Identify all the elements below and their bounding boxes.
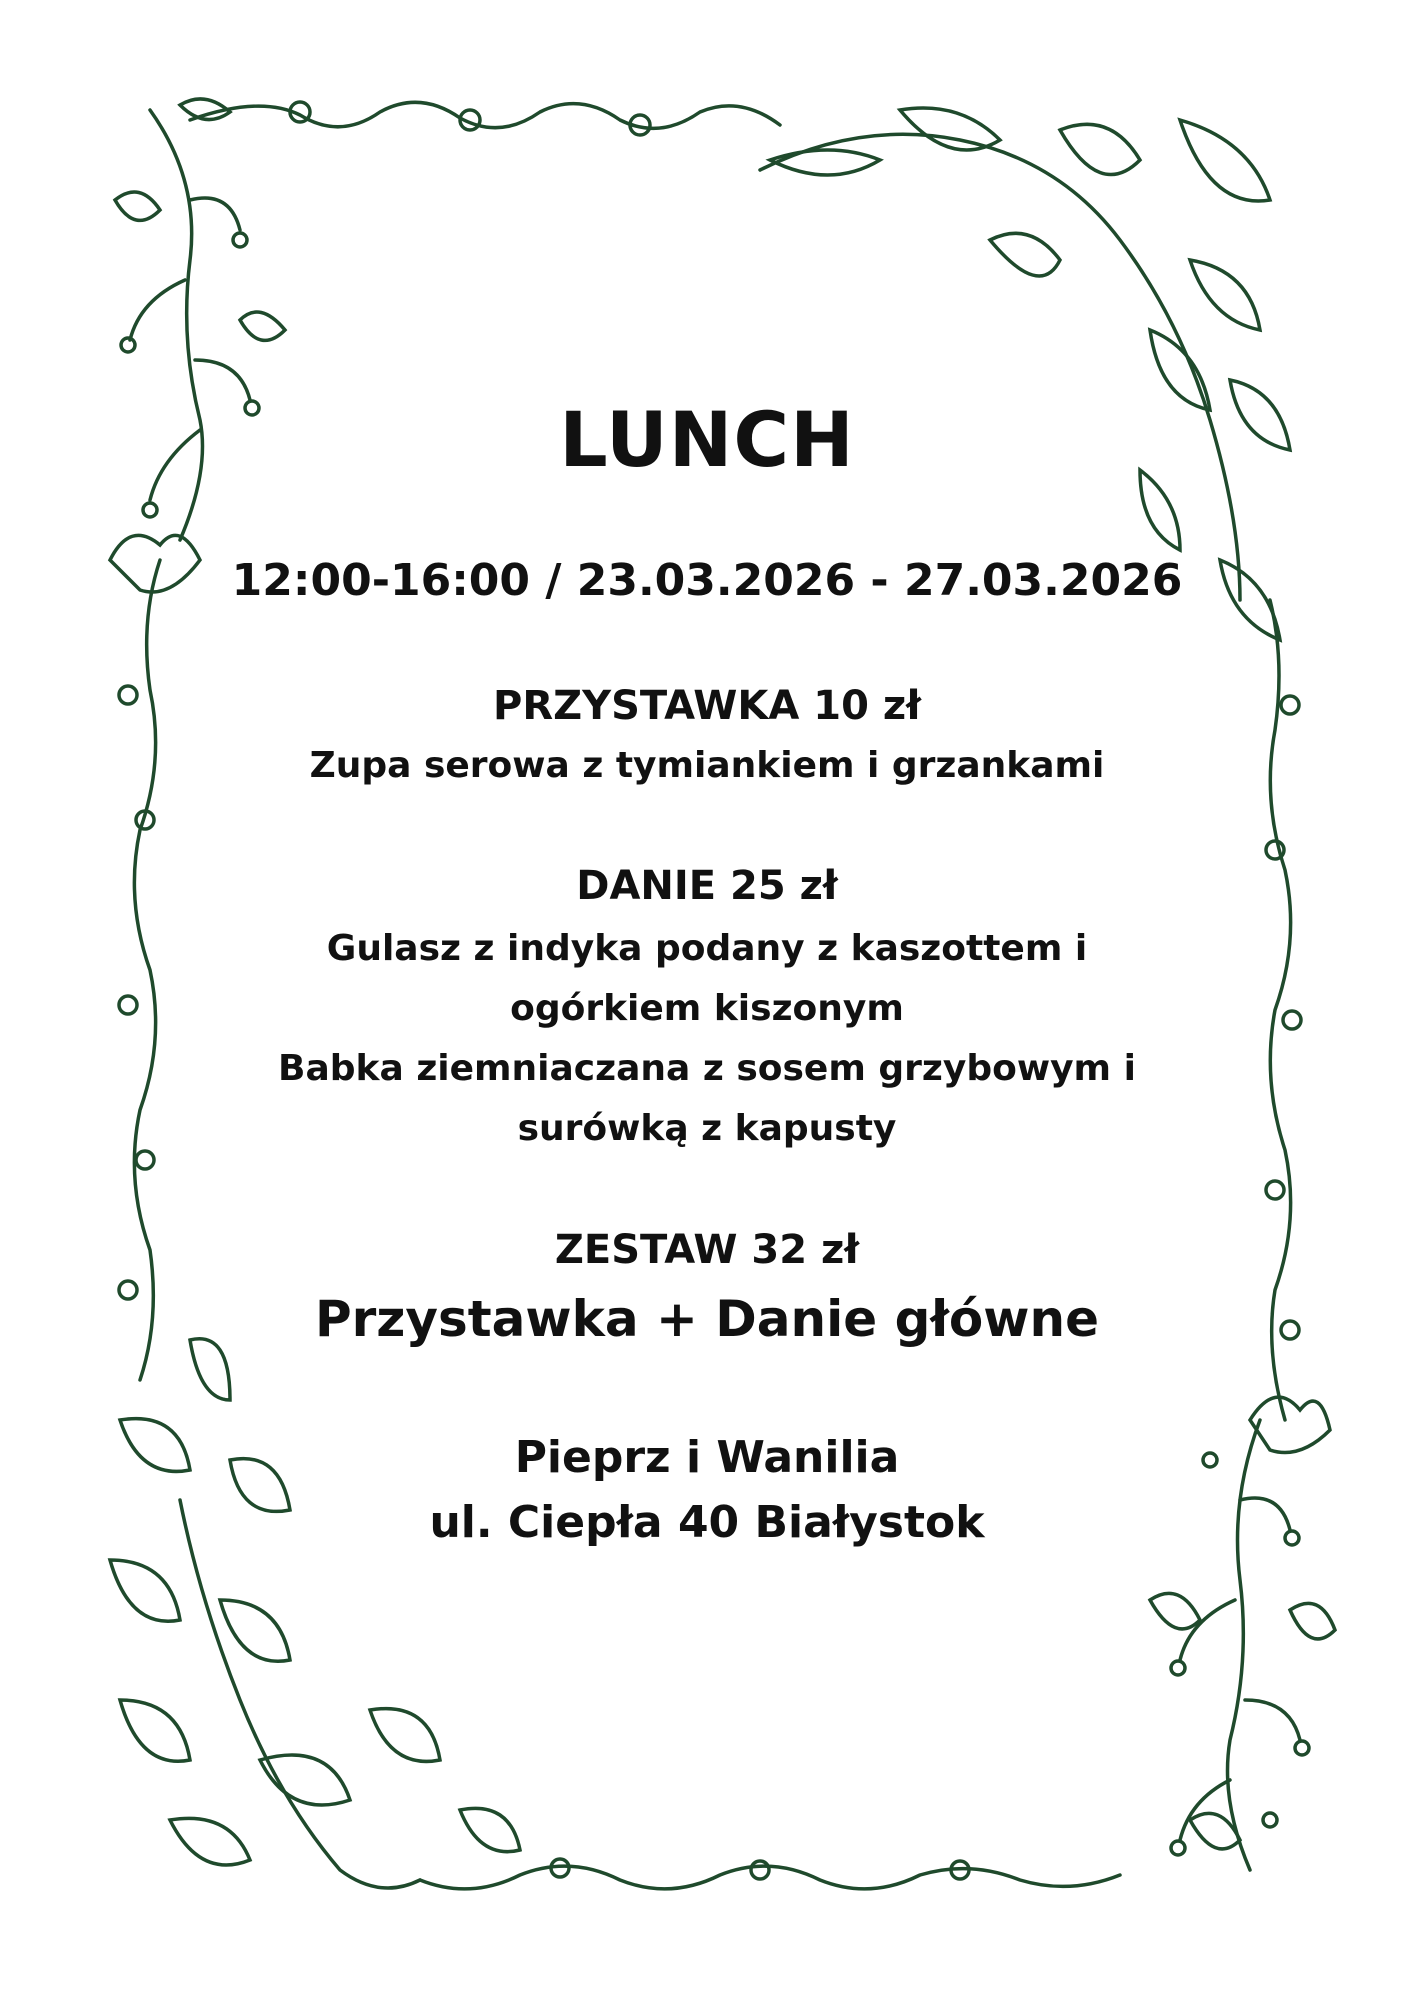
main-item1-line1: Gulasz z indyka podany z kaszottem i [326, 928, 1088, 969]
starter-item: Zupa serowa z tymiankiem i grzankami [309, 745, 1105, 786]
set-heading: ZESTAW 32 zł [554, 1227, 860, 1273]
main-item2-line2: surówką z kapusty [517, 1108, 897, 1149]
main-heading: DANIE 25 zł [576, 863, 838, 909]
main-item2-line1: Babka ziemniaczana z sosem grzybowym i [278, 1048, 1136, 1089]
main-item1-line2: ogórkiem kiszonym [510, 988, 904, 1029]
set-description: Przystawka + Danie główne [315, 1290, 1099, 1348]
menu-title: LUNCH [559, 395, 855, 484]
restaurant-name: Pieprz i Wanilia [514, 1432, 900, 1483]
hours-dates: 12:00-16:00 / 23.03.2026 - 27.03.2026 [231, 555, 1183, 606]
restaurant-address: ul. Ciepła 40 Białystok [429, 1497, 985, 1548]
starter-heading: PRZYSTAWKA 10 zł [493, 683, 921, 729]
